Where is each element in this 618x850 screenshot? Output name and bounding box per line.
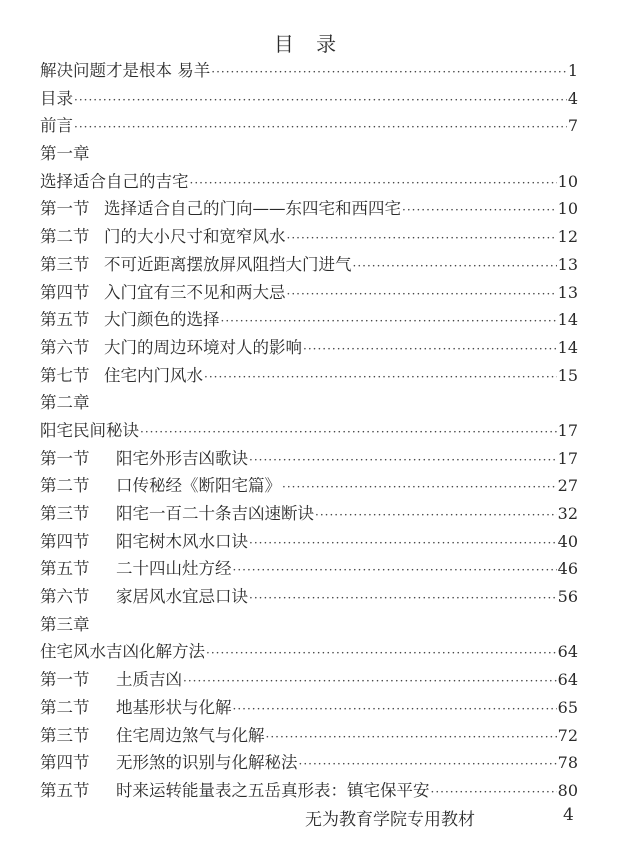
- leader-dots: [233, 696, 557, 724]
- leader-dots: [353, 253, 557, 281]
- toc-entry-label: [40, 555, 232, 583]
- entry-title: 大门颜色的选择: [104, 310, 220, 330]
- toc-entry[interactable]: [40, 168, 578, 196]
- entry-title: 选择适合自己的吉宅: [40, 171, 189, 191]
- toc-entry-label: [40, 251, 352, 279]
- toc-entry[interactable]: [40, 85, 578, 113]
- toc-entry[interactable]: [40, 666, 578, 694]
- leader-dots: [206, 640, 557, 668]
- page-number: 12: [557, 227, 578, 247]
- leader-dots: [249, 585, 557, 613]
- section-number: 第一节: [40, 199, 90, 219]
- section-number: 第五节: [40, 780, 90, 800]
- entry-title: 时来运转能量表之五岳真形表：镇宅保平安: [116, 780, 430, 800]
- section-number: 第四节: [40, 753, 90, 773]
- page-number: 10: [557, 199, 578, 219]
- entry-title: 土质吉凶: [116, 670, 182, 690]
- leader-dots: [266, 724, 557, 752]
- leader-dots: [140, 419, 557, 447]
- entry-title: 住宅周边煞气与化解: [116, 725, 265, 745]
- leader-dots: [287, 281, 557, 309]
- leader-dots: [431, 779, 557, 807]
- toc-entry[interactable]: [40, 334, 578, 362]
- page-number: 17: [557, 420, 578, 440]
- entry-title: 目录: [40, 88, 73, 108]
- entry-title: 入门宜有三不见和两大忌: [104, 282, 286, 302]
- page-number: 80: [557, 780, 578, 800]
- toc-entry[interactable]: [40, 445, 578, 473]
- page-number: 64: [557, 670, 578, 690]
- page-number: 17: [557, 448, 578, 468]
- leader-dots: [221, 308, 557, 336]
- toc-entry-label: [40, 306, 220, 334]
- leader-dots: [315, 502, 557, 530]
- toc-entry-label: [40, 112, 73, 140]
- leader-dots: [183, 668, 557, 696]
- toc-entry-label: [40, 223, 286, 251]
- entry-title: 不可近距离摆放屏风阻挡大门进气: [104, 254, 352, 274]
- page-number: 32: [557, 504, 578, 523]
- section-number: 第一节: [40, 448, 90, 468]
- toc-entry[interactable]: [40, 722, 578, 750]
- entry-title: 门的大小尺寸和宽窄风水: [104, 227, 286, 247]
- toc-entry[interactable]: [40, 528, 578, 556]
- toc-entry[interactable]: [40, 57, 578, 85]
- section-number: 第五节: [40, 310, 90, 330]
- entry-title: 阳宅外形吉凶歌诀: [116, 448, 248, 468]
- toc-entry[interactable]: [40, 472, 578, 500]
- leader-dots: [303, 336, 557, 364]
- entry-title: 前言: [40, 116, 73, 136]
- toc-entry-label: [40, 417, 139, 445]
- section-number: 第六节: [40, 587, 90, 607]
- entry-title: 口传秘经《断阳宅篇》: [116, 476, 281, 496]
- toc-entry[interactable]: [40, 583, 578, 611]
- leader-dots: [282, 474, 557, 502]
- page-number: 64: [557, 642, 578, 662]
- toc-entry-label: [40, 528, 248, 556]
- toc-entry-label: [40, 57, 210, 85]
- page-number: 10: [557, 171, 578, 191]
- toc-entry-label: [40, 611, 90, 639]
- page-number: 4: [567, 88, 578, 108]
- toc-entry[interactable]: [40, 306, 578, 334]
- page-number: 13: [557, 254, 578, 274]
- toc-entry-label: [40, 85, 73, 113]
- chapter-heading: [40, 611, 578, 639]
- entry-title: 选择适合自己的门向——东四宅和西四宅: [104, 199, 401, 219]
- leader-dots: [204, 364, 557, 392]
- leader-dots: [74, 114, 567, 142]
- toc-entry-label: [40, 140, 90, 168]
- entry-title: 解决问题才是根本 易羊: [40, 61, 211, 80]
- entry-title: 地基形状与化解: [116, 697, 232, 717]
- page-number: 40: [557, 531, 578, 551]
- toc-entry[interactable]: [40, 362, 578, 390]
- section-number: 第四节: [40, 282, 90, 302]
- section-number: 第二节: [40, 697, 90, 717]
- toc-entry[interactable]: [40, 112, 578, 140]
- footer-page-number: 4: [563, 805, 574, 825]
- page-number: 78: [557, 753, 578, 773]
- entry-title: 第三章: [40, 614, 90, 634]
- entry-title: 无形煞的识别与化解秘法: [116, 753, 298, 773]
- section-number: 第二节: [40, 227, 90, 247]
- section-number: 第六节: [40, 337, 90, 357]
- toc-entry[interactable]: [40, 500, 578, 528]
- leader-dots: [249, 530, 557, 558]
- chapter-heading: [40, 389, 578, 417]
- leader-dots: [402, 197, 557, 225]
- toc-entry-label: [40, 777, 430, 805]
- toc-entry-label: [40, 389, 90, 417]
- page-number: 65: [557, 697, 578, 717]
- footer-text: 无为教育学院专用教材: [305, 810, 475, 830]
- page-number: 27: [557, 476, 578, 496]
- toc-entry-label: [40, 722, 265, 750]
- section-number: 第二节: [40, 476, 90, 496]
- toc-entry[interactable]: [40, 777, 578, 805]
- entry-title: 住宅风水吉凶化解方法: [40, 642, 205, 662]
- leader-dots: [74, 87, 567, 115]
- chapter-heading: [40, 140, 578, 168]
- toc-entry-label: [40, 445, 248, 473]
- page-number: 1: [567, 61, 578, 80]
- toc-entry-label: [40, 666, 182, 694]
- entry-title: 第二章: [40, 393, 90, 413]
- section-number: 第五节: [40, 559, 90, 579]
- toc-entry-label: [40, 334, 302, 362]
- page-number: 14: [557, 310, 578, 330]
- entry-title: 大门的周边环境对人的影响: [104, 337, 302, 357]
- entry-title: 家居风水宜忌口诀: [116, 587, 248, 607]
- toc-entry-label: [40, 638, 205, 666]
- toc-entry[interactable]: [40, 195, 578, 223]
- entry-title: 阳宅一百二十条吉凶速断诀: [116, 504, 314, 523]
- section-number: 第三节: [40, 725, 90, 745]
- toc-entry[interactable]: [40, 638, 578, 666]
- leader-dots: [190, 170, 557, 198]
- leader-dots: [211, 59, 567, 87]
- entry-title: 第一章: [40, 144, 90, 164]
- page-number: 15: [557, 365, 578, 385]
- toc-entry-label: [40, 168, 189, 196]
- toc-entry-label: [40, 749, 298, 777]
- toc-entry[interactable]: [40, 223, 578, 251]
- toc-entry-label: [40, 500, 314, 528]
- section-number: 第四节: [40, 531, 90, 551]
- toc-entry[interactable]: [40, 251, 578, 279]
- toc-entry[interactable]: [40, 279, 578, 307]
- section-number: 第三节: [40, 254, 90, 274]
- toc-entry[interactable]: [40, 749, 578, 777]
- toc-entry[interactable]: [40, 417, 578, 445]
- toc-entry-label: [40, 583, 248, 611]
- toc-entry[interactable]: [40, 555, 578, 583]
- section-number: 第七节: [40, 365, 90, 385]
- leader-dots: [299, 751, 557, 779]
- entry-title: 阳宅民间秘诀: [40, 420, 139, 440]
- section-number: 第一节: [40, 670, 90, 690]
- entry-title: 二十四山灶方经: [116, 559, 232, 579]
- section-number: 第三节: [40, 504, 90, 523]
- page-title: 目 录: [273, 32, 345, 56]
- toc-entry-label: [40, 362, 203, 390]
- table-of-contents: [40, 57, 578, 805]
- toc-entry-label: [40, 472, 281, 500]
- toc-entry-label: [40, 279, 286, 307]
- toc-entry-label: [40, 195, 401, 223]
- page-number: 7: [567, 116, 578, 136]
- entry-title: 阳宅树木风水口诀: [116, 531, 248, 551]
- page-number: 46: [557, 559, 578, 579]
- page-number: 72: [557, 725, 578, 745]
- leader-dots: [287, 225, 557, 253]
- entry-title: 住宅内门风水: [104, 365, 203, 385]
- toc-entry-label: [40, 694, 232, 722]
- toc-entry[interactable]: [40, 694, 578, 722]
- leader-dots: [249, 447, 557, 475]
- page-number: 14: [557, 337, 578, 357]
- page-number: 56: [557, 587, 578, 607]
- leader-dots: [233, 557, 557, 585]
- page-number: 13: [557, 282, 578, 302]
